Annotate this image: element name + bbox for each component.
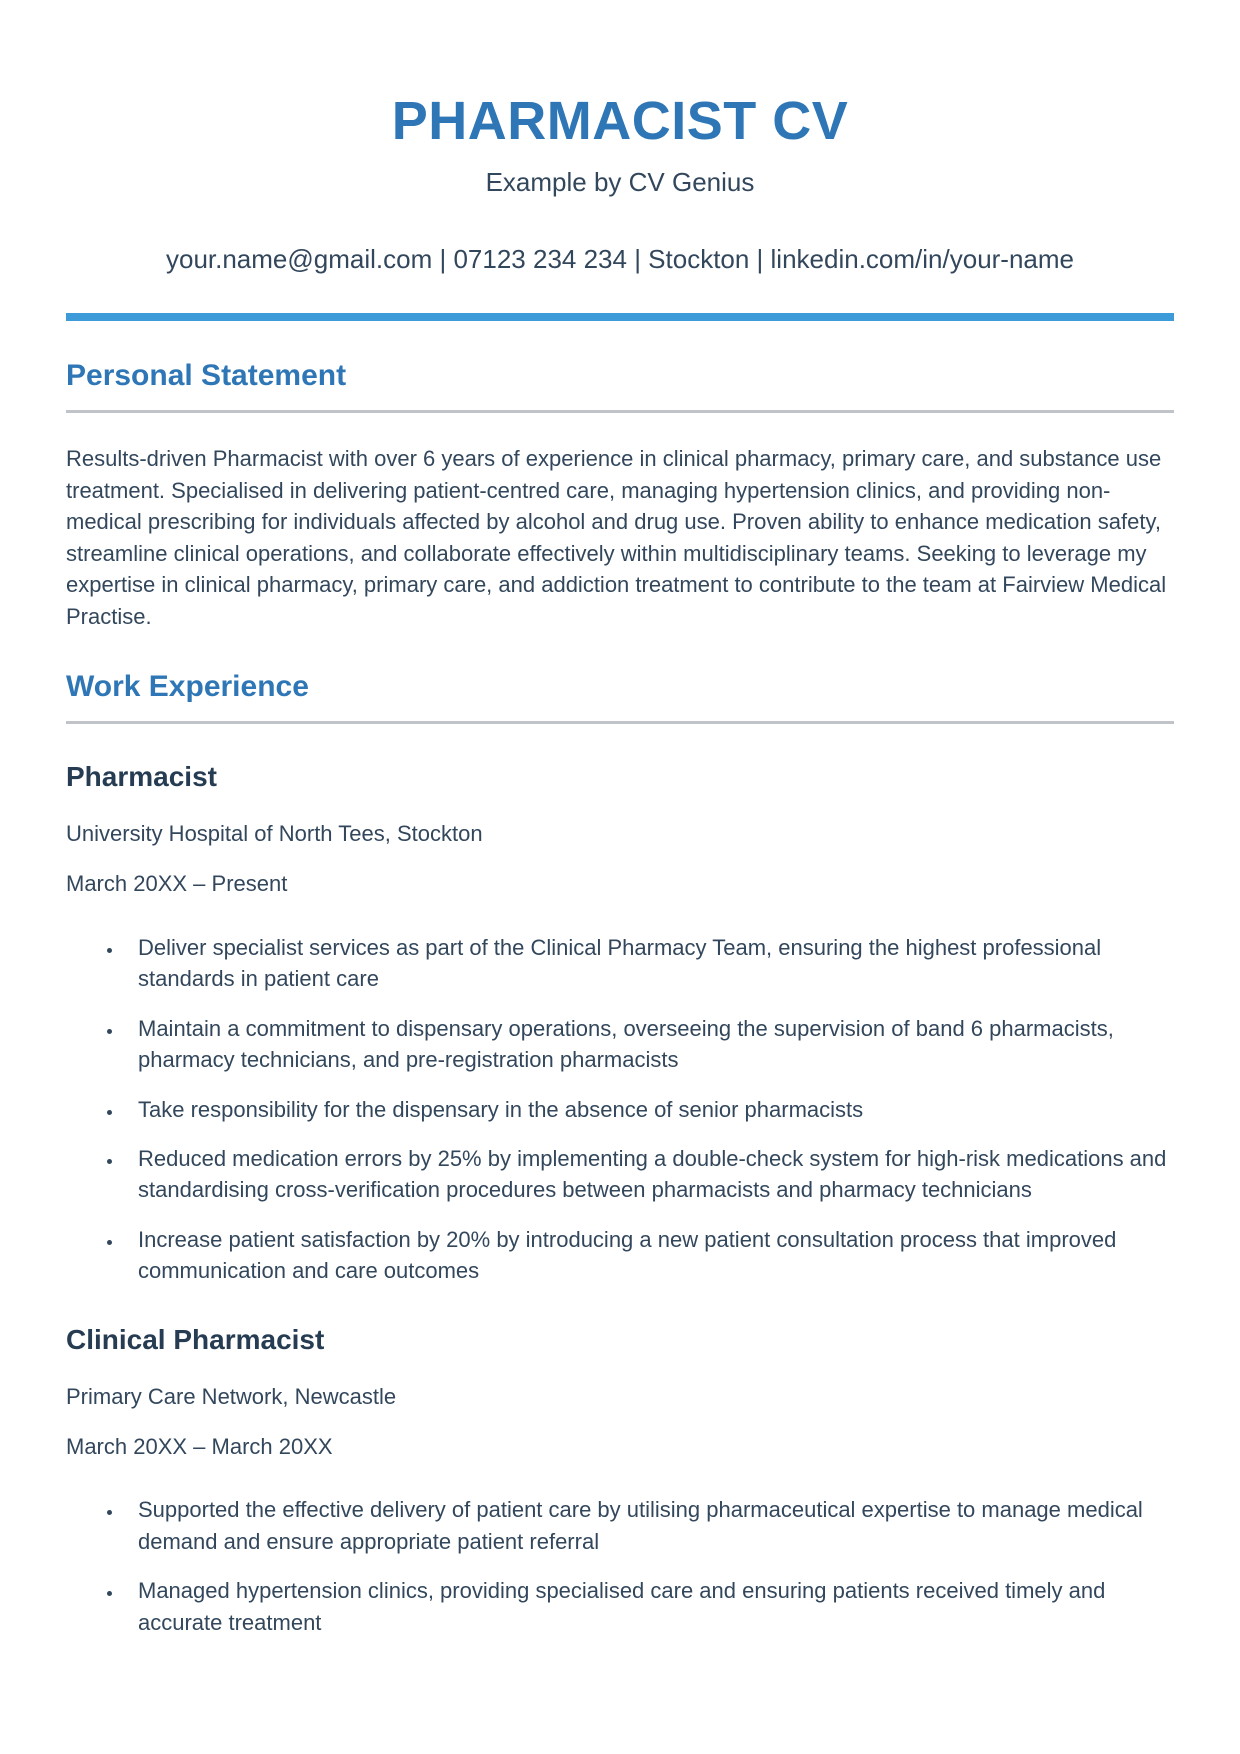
- bullet-item: • Maintain a commitment to dispensary operations, overseeing the supervision of band 6 pharmacists, pharmacy technicians, and pre-registration pharmacists: [124, 1013, 1174, 1076]
- section-heading-personal-statement: Personal Statement: [66, 359, 1174, 413]
- page-subtitle: Example by CV Genius: [485, 167, 755, 198]
- job-dates: March 20XX – Present: [66, 871, 288, 897]
- bullet-item: • Supported the effective delivery of patient care by utilising pharmaceutical expertise to manage medical demand and ensure appropriate patient referral: [124, 1494, 1174, 1557]
- job-pharmacist: [66, 762, 1174, 1287]
- job-dates: March 20XX – March 20XX: [66, 1433, 333, 1459]
- bullet-item: • Reduced medication errors by 25% by implementing a double-check system for high-risk medications and standardising cross-verification procedures between pharmacists and pharmacy technicians: [124, 1143, 1174, 1206]
- contact-line: your.name@gmail.com | 07123 234 234 | Stockton | linkedin.com/in/your-name: [165, 244, 1075, 275]
- bullet-item: • Deliver specialist services as part of the Clinical Pharmacy Team, ensuring the highest professional standards in patient care: [124, 932, 1174, 995]
- header-divider: [66, 313, 1174, 321]
- personal-statement-text: Results-driven Pharmacist with over 6 years of experience in clinical pharmacy, primary care, and substance use treatment. Specialised in delivering patient-centred care, managing hypertension clinics, and providing non-medical prescribing for individuals affected by alcohol and drug use. Proven ability to enhance medication safety, streamline clinical operations, and collaborate effectively within multidisciplinary teams. Seeking to leverage my expertise in clinical pharmacy, primary care, and addiction treatment to contribute to the team at Fairview Medical Practise.: [66, 446, 1167, 629]
- job-clinical-pharmacist: [66, 1325, 1174, 1638]
- bullet-item: • Managed hypertension clinics, providing specialised care and ensuring patients received timely and accurate treatment: [124, 1575, 1174, 1638]
- job-employer: University Hospital of North Tees, Stockton: [66, 820, 483, 846]
- job-title: Clinical Pharmacist: [66, 1323, 325, 1355]
- section-heading-work-experience: Work Experience: [66, 670, 1174, 724]
- job-employer: Primary Care Network, Newcastle: [66, 1383, 397, 1409]
- job-bullet-list: [66, 932, 1174, 1287]
- job-bullet-list: [66, 1494, 1174, 1638]
- bullet-item: • Increase patient satisfaction by 20% by introducing a new patient consultation process that improved communication and care outcomes: [124, 1224, 1174, 1287]
- section-work-experience: [66, 670, 1174, 1638]
- page-title: PHARMACIST CV: [391, 91, 849, 151]
- job-title: Pharmacist: [66, 761, 217, 793]
- section-personal-statement: [66, 359, 1174, 632]
- bullet-item: • Take responsibility for the dispensary in the absence of senior pharmacists: [124, 1094, 1174, 1125]
